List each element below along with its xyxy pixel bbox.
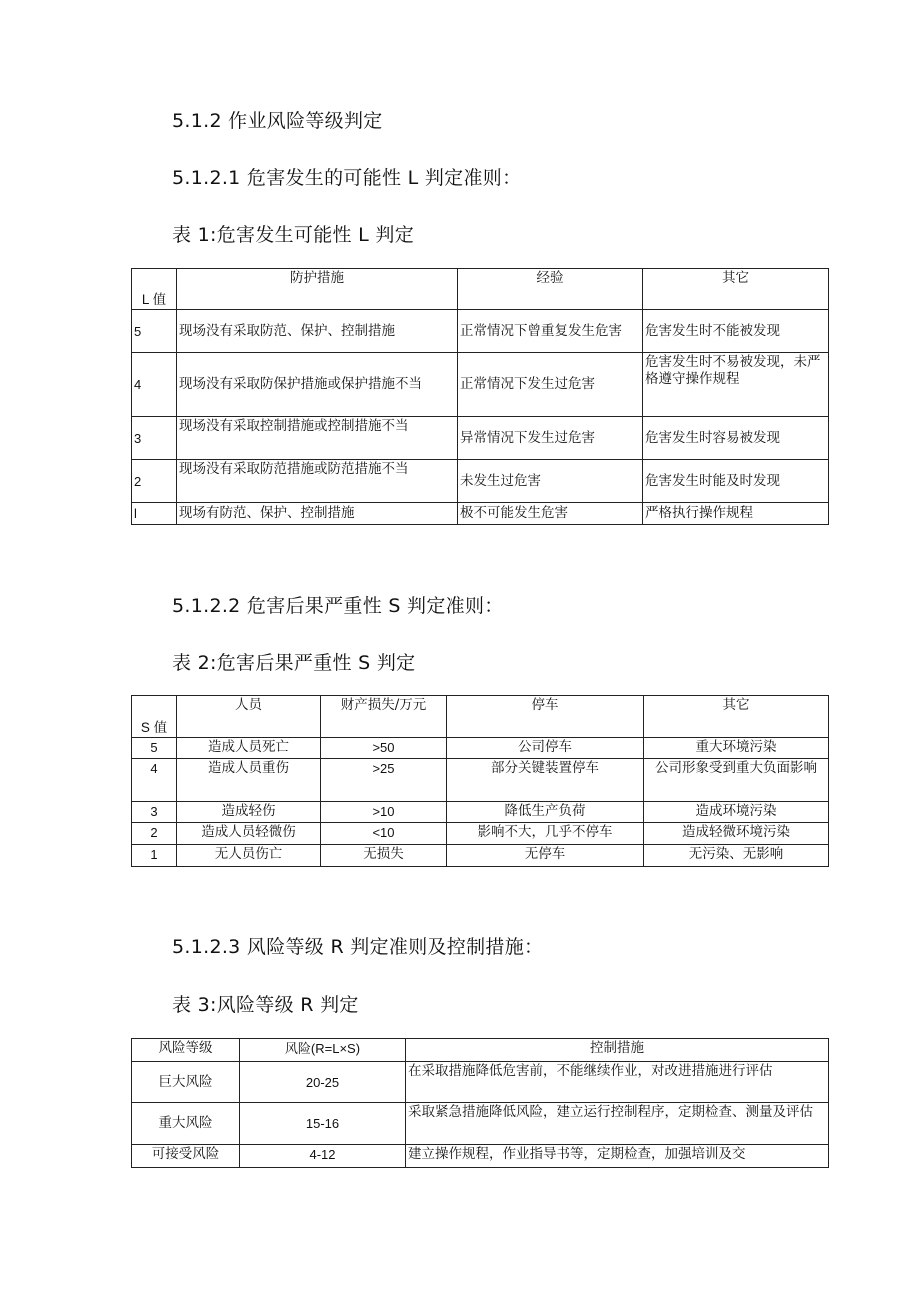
risk-level-cell: 巨大风险 (132, 1062, 240, 1103)
shutdown-cell: 无停车 (447, 845, 644, 867)
control-measure-cell: 采取紧急措施降低风险，建立运行控制程序，定期检查、测量及评估 (406, 1103, 829, 1145)
section-heading-5-1-2-2: 5.1.2.2 危害后果严重性 S 判定准则： (172, 595, 504, 617)
shutdown-cell: 部分关键装置停车 (447, 759, 644, 802)
other-cell: 造成环境污染 (644, 802, 829, 823)
control-measure-cell: 建立操作规程，作业指导书等，定期检查，加强培训及交 (406, 1145, 829, 1168)
table-row (132, 353, 829, 417)
protection-cell: 现场没有采取防范、保护、控制措施 (177, 310, 458, 353)
s-value: 1 (132, 845, 177, 867)
table-3-caption: 表 3:风险等级 R 判定 (172, 994, 359, 1016)
table-header-row (132, 696, 829, 738)
other-cell: 重大环境污染 (644, 738, 829, 759)
other-cell: 危害发生时容易被发现 (643, 417, 829, 460)
other-cell: 危害发生时不能被发现 (643, 310, 829, 353)
table-row (132, 823, 829, 845)
control-measure-cell: 在采取措施降低危害前，不能继续作业，对改进措施进行评估 (406, 1062, 829, 1103)
table-row (132, 759, 829, 802)
protection-cell: 现场没有采取控制措施或控制措施不当 (177, 417, 458, 460)
other-cell: 公司形象受到重大负面影响 (644, 759, 829, 802)
property-loss-cell: >25 (321, 759, 447, 802)
risk-range-cell: 20-25 (240, 1062, 406, 1103)
other-cell: 严格执行操作规程 (643, 503, 829, 525)
risk-level-table (131, 1038, 829, 1168)
risk-range-cell: 15-16 (240, 1103, 406, 1145)
l-value: 4 (132, 353, 177, 417)
experience-cell: 未发生过危害 (458, 460, 643, 503)
personnel-cell: 造成轻伤 (177, 802, 321, 823)
table-row (132, 1145, 829, 1168)
table-header-row (132, 1039, 829, 1062)
s-value: 3 (132, 802, 177, 823)
other-cell: 危害发生时能及时发现 (643, 460, 829, 503)
section-heading-5-1-2-3: 5.1.2.3 风险等级 R 判定准则及控制措施： (172, 936, 544, 958)
header-property-loss: 财产损失/万元 (321, 696, 447, 738)
other-cell: 造成轻微环境污染 (644, 823, 829, 845)
table-2-caption: 表 2:危害后果严重性 S 判定 (172, 652, 416, 674)
s-value: 5 (132, 738, 177, 759)
table-row (132, 845, 829, 867)
likelihood-table (131, 268, 829, 525)
header-l-value: L 值 (132, 269, 177, 310)
table-row (132, 802, 829, 823)
table-row (132, 503, 829, 525)
shutdown-cell: 影响不大，几乎不停车 (447, 823, 644, 845)
shutdown-cell: 降低生产负荷 (447, 802, 644, 823)
experience-cell: 异常情况下发生过危害 (458, 417, 643, 460)
personnel-cell: 造成人员死亡 (177, 738, 321, 759)
s-value: 2 (132, 823, 177, 845)
table-row (132, 310, 829, 353)
property-loss-cell: >50 (321, 738, 447, 759)
risk-level-cell: 可接受风险 (132, 1145, 240, 1168)
property-loss-cell: >10 (321, 802, 447, 823)
personnel-cell: 无人员伤亡 (177, 845, 321, 867)
l-value: 3 (132, 417, 177, 460)
experience-cell: 极不可能发生危害 (458, 503, 643, 525)
header-risk-formula: 风险(R=L×S) (240, 1039, 406, 1062)
protection-cell: 现场没有采取防保护措施或保护措施不当 (177, 353, 458, 417)
risk-range-cell: 4-12 (240, 1145, 406, 1168)
header-risk-level: 风险等级 (132, 1039, 240, 1062)
protection-cell: 现场有防范、保护、控制措施 (177, 503, 458, 525)
header-other: 其它 (643, 269, 829, 310)
header-protection: 防护措施 (177, 269, 458, 310)
personnel-cell: 造成人员轻微伤 (177, 823, 321, 845)
protection-cell: 现场没有采取防范措施或防范措施不当 (177, 460, 458, 503)
l-value: 5 (132, 310, 177, 353)
s-value: 4 (132, 759, 177, 802)
experience-cell: 正常情况下发生过危害 (458, 353, 643, 417)
severity-table (131, 695, 829, 867)
table-row (132, 1103, 829, 1145)
header-other: 其它 (644, 696, 829, 738)
table-row (132, 460, 829, 503)
section-heading-5-1-2-1: 5.1.2.1 危害发生的可能性 L 判定准则： (172, 167, 522, 189)
table-row (132, 738, 829, 759)
risk-level-cell: 重大风险 (132, 1103, 240, 1145)
other-cell: 无污染、无影响 (644, 845, 829, 867)
l-value: l (132, 503, 177, 525)
header-experience: 经验 (458, 269, 643, 310)
header-shutdown: 停车 (447, 696, 644, 738)
header-s-value: S 值 (132, 696, 177, 738)
property-loss-cell: 无损失 (321, 845, 447, 867)
table-header-row (132, 269, 829, 310)
table-row (132, 1062, 829, 1103)
property-loss-cell: <10 (321, 823, 447, 845)
table-1-caption: 表 1:危害发生可能性 L 判定 (172, 224, 414, 246)
l-value: 2 (132, 460, 177, 503)
experience-cell: 正常情况下曾重复发生危害 (458, 310, 643, 353)
header-personnel: 人员 (177, 696, 321, 738)
other-cell: 危害发生时不易被发现，未严格遵守操作规程 (643, 353, 829, 417)
table-row (132, 417, 829, 460)
header-control-measures: 控制措施 (406, 1039, 829, 1062)
personnel-cell: 造成人员重伤 (177, 759, 321, 802)
shutdown-cell: 公司停车 (447, 738, 644, 759)
section-heading-5-1-2: 5.1.2 作业风险等级判定 (172, 110, 383, 132)
